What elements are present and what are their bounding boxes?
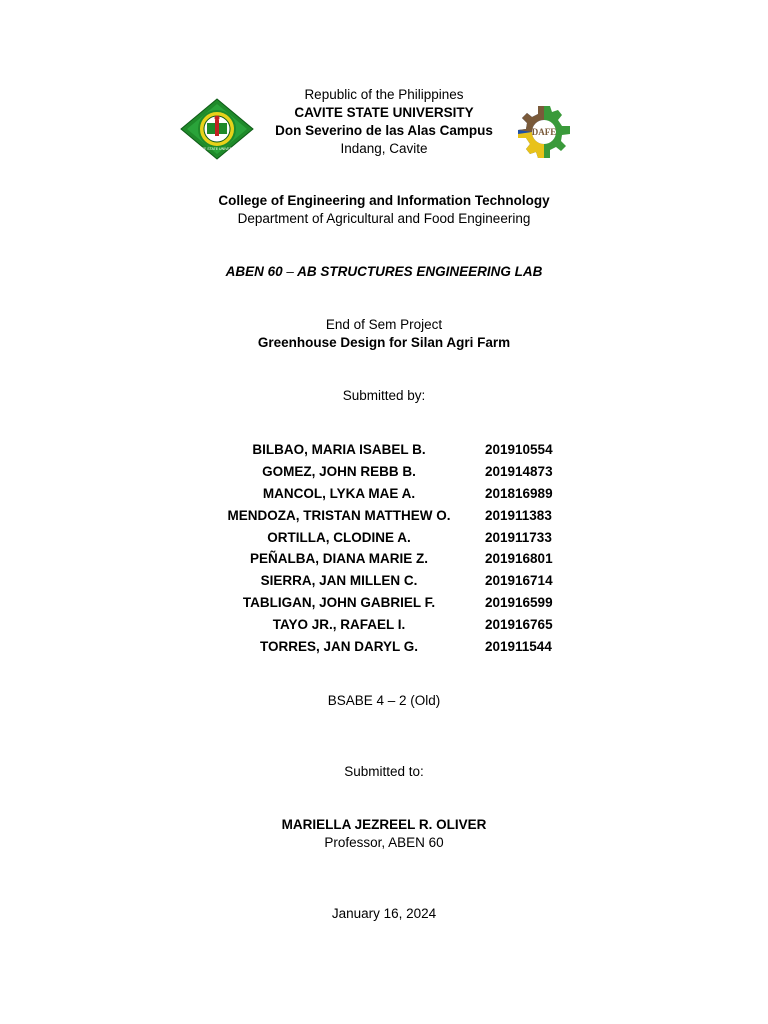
member-id: 201916714 [485,573,553,589]
member-row [0,484,768,506]
member-id: 201911733 [485,529,552,545]
course-code: ABEN 60 [225,264,283,279]
submission-date: January 16, 2024 [331,906,437,921]
members-list [0,440,768,659]
member-name: MANCOL, LYKA MAE A. [262,485,416,501]
member-name: TORRES, JAN DARYL G. [259,639,419,655]
member-row [0,506,768,528]
member-row [0,571,768,593]
member-id: 201916765 [485,617,553,633]
member-row [0,593,768,615]
member-row [0,528,768,550]
member-id: 201816989 [485,485,553,501]
project-title: Greenhouse Design for Silan Agri Farm [257,335,511,350]
republic-line: Republic of the Philippines [304,87,464,102]
member-id: 201911544 [485,639,552,655]
member-name: SIERRA, JAN MILLEN C. [260,573,418,589]
department-name: Department of Agricultural and Food Engineering [237,211,531,226]
member-id: 201911383 [485,507,552,523]
member-row [0,462,768,484]
member-id: 201914873 [485,463,553,479]
member-name: ORTILLA, CLODINE A. [267,529,411,545]
project-type: End of Sem Project [325,317,443,332]
member-row [0,637,768,659]
member-row [0,549,768,571]
member-row [0,615,768,637]
campus-name: Don Severino de las Alas Campus [275,123,493,138]
campus-location: Indang, Cavite [340,141,428,156]
submitted-by-label: Submitted by: [342,388,426,403]
member-name: TAYO JR., RAFAEL I. [272,617,406,633]
member-name: PEÑALBA, DIANA MARIE Z. [250,551,428,567]
course-name: AB STRUCTURES ENGINEERING LAB [297,264,543,279]
member-name: TABLIGAN, JOHN GABRIEL F. [242,595,436,611]
member-name: BILBAO, MARIA ISABEL B. [252,442,426,457]
course-dash: – [286,264,294,279]
seal-text: CAVITE STATE UNIVERSITY [193,147,241,151]
member-name: MENDOZA, TRISTAN MATTHEW O. [227,507,451,523]
college-name: College of Engineering and Information Technology [218,193,550,208]
instructor-role: Professor, ABEN 60 [324,835,444,850]
member-id: 201916801 [485,551,553,567]
course-title [0,263,768,281]
member-name: GOMEZ, JOHN REBB B. [262,463,416,479]
dafe-text: DAFE [531,127,557,137]
university-name: CAVITE STATE UNIVERSITY [294,105,474,120]
section-label: BSABE 4 – 2 (Old) [327,693,441,708]
instructor-name: MARIELLA JEZREEL R. OLIVER [281,817,487,832]
member-id: 201910554 [485,442,553,457]
member-id: 201916599 [485,595,553,611]
member-row [0,440,768,462]
submitted-to-label: Submitted to: [344,764,424,779]
